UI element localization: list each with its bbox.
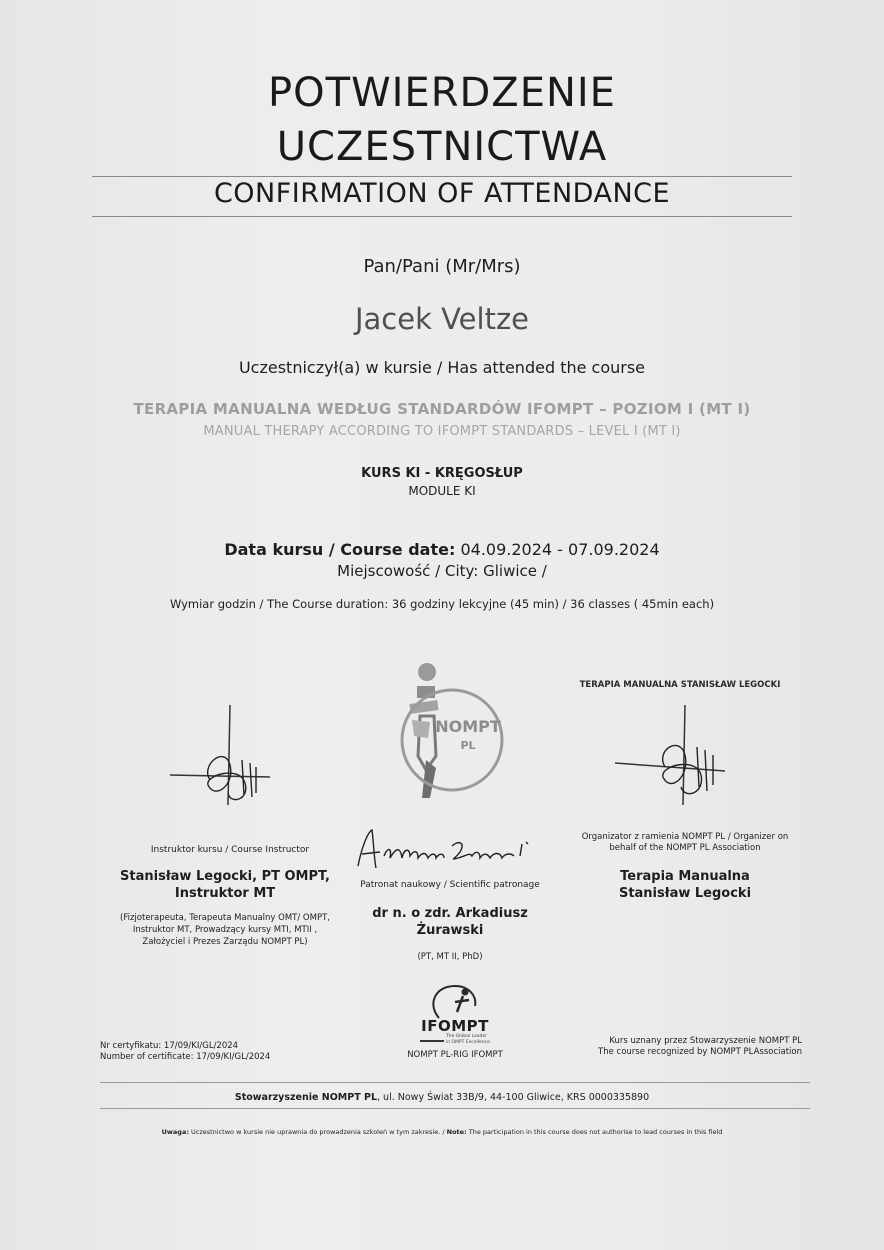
organizer-signature: [615, 705, 735, 815]
patron-role: Patronat naukowy / Scientific patronage: [360, 880, 540, 890]
course-recognition: [570, 1036, 802, 1058]
ifompt-logo-text: IFOMPT: [421, 1017, 489, 1035]
organizer-role-line-1: Organizator z ramienia NOMPT PL / Organizer on: [581, 832, 789, 842]
recipient-name: Jacek Veltze: [354, 302, 530, 336]
organizer-name-line-1: Terapia Manualna: [620, 869, 750, 884]
salutation: Pan/Pani (Mr/Mrs): [363, 256, 521, 277]
organizer-role: [555, 832, 815, 854]
course-date-label: Data kursu / Course date:: [224, 540, 456, 559]
ifompt-tagline-1: The Global Leader: [446, 1034, 488, 1039]
course-title-en: MANUAL THERAPY ACCORDING TO IFOMPT STANDARDS – LEVEL I (MT I): [203, 424, 681, 439]
course-recognition-en: The course recognized by NOMPT PLAssociation: [598, 1047, 802, 1057]
organizer-stamp: TERAPIA MANUALNA STANISŁAW LEGOCKI: [579, 680, 781, 690]
certificate-number: [100, 1041, 270, 1063]
ifompt-swoosh-icon: [425, 982, 485, 1022]
instructor-role: Instruktor kursu / Course Instructor: [150, 845, 310, 855]
certificate-title: [0, 66, 884, 174]
footer-note-en: The participation in this course does not authorise to lead courses in this field: [466, 1128, 723, 1136]
course-city: Miejscowość / City: Gliwice /: [337, 562, 547, 580]
course-duration: Wymiar godzin / The Course duration: 36 godziny lekcyjne (45 min) / 36 classes ( 45min each): [169, 597, 715, 611]
instructor-name: [80, 868, 370, 902]
patron-degrees: (PT, MT II, PhD): [417, 952, 483, 962]
certificate-subtitle: CONFIRMATION OF ATTENDANCE: [213, 178, 671, 209]
footer-note-pl: Uczestnictwo w kursie nie uprawnia do prowadzenia szkoleń w tym zakresie. /: [188, 1128, 447, 1136]
instructor-desc-line-1: (Fizjoterapeuta, Terapeuta Manualny OMT/ OMPT,: [120, 913, 330, 923]
footer-note: [0, 1128, 884, 1136]
footer-note-label-pl: Uwaga:: [161, 1128, 189, 1136]
organizer-role-line-2: behalf of the NOMPT PL Association: [609, 843, 761, 853]
organizer-name: [555, 868, 815, 902]
instructor-description: [80, 912, 370, 948]
ifompt-tagline-2: in OMPT Excellence: [446, 1039, 490, 1045]
ifompt-bar: [420, 1040, 444, 1042]
course-title-pl: TERAPIA MANUALNA WEDŁUG STANDARDÓW IFOMPT – POZIOM I (MT I): [133, 400, 751, 418]
title-line-1: POTWIERDZENIE: [268, 70, 616, 116]
nompt-logo-text: NOMPT: [435, 717, 501, 736]
patron-name: [330, 905, 570, 939]
attended-text: Uczestniczył(a) w kursie / Has attended the course: [238, 358, 646, 377]
footer-rule-bottom: [100, 1108, 810, 1109]
patron-name-line-2: Żurawski: [416, 923, 484, 938]
module-pl: KURS KI - KRĘGOSŁUP: [361, 466, 523, 481]
patron-name-line-1: dr n. o zdr. Arkadiusz: [372, 906, 528, 921]
footer-rule-top: [100, 1082, 810, 1083]
title-rule-top: [92, 176, 792, 177]
module-en: MODULE KI: [408, 484, 476, 498]
instructor-name-line-1: Stanisław Legocki, PT OMPT,: [120, 869, 330, 884]
instructor-desc-line-3: Założyciel i Prezes Zarządu NOMPT PL): [142, 937, 308, 947]
patron-signature: [352, 826, 552, 874]
instructor-desc-line-2: Instruktor MT, Prowadzący kursy MTI, MTII ,: [132, 925, 318, 935]
course-recognition-pl: Kurs uznany przez Stowarzyszenie NOMPT PL: [609, 1036, 802, 1046]
ifompt-caption: NOMPT PL-RIG IFOMPT: [407, 1050, 503, 1060]
footer-note-label-en: Note:: [446, 1128, 467, 1136]
organizer-name-line-2: Stanisław Legocki: [618, 886, 752, 901]
instructor-name-line-2: Instruktor MT: [174, 886, 276, 901]
certificate-number-pl: Nr certyfikatu: 17/09/KI/GL/2024: [100, 1041, 239, 1051]
title-line-2: UCZESTNICTWA: [276, 124, 608, 170]
course-date-value: 04.09.2024 - 07.09.2024: [460, 540, 660, 559]
ifompt-tagline: [446, 1034, 490, 1045]
instructor-signature: [170, 705, 280, 815]
title-rule-bottom: [92, 216, 792, 217]
association-address: [0, 1092, 884, 1103]
association-name: Stowarzyszenie NOMPT PL: [234, 1092, 378, 1103]
nompt-logo-pl: PL: [460, 739, 476, 752]
association-address-rest: , ul. Nowy Świat 33B/9, 44-100 Gliwice, KRS 0000335890: [377, 1092, 650, 1103]
course-date: [0, 540, 884, 559]
certificate-number-en: Number of certificate: 17/09/KI/GL/2024: [100, 1052, 271, 1062]
